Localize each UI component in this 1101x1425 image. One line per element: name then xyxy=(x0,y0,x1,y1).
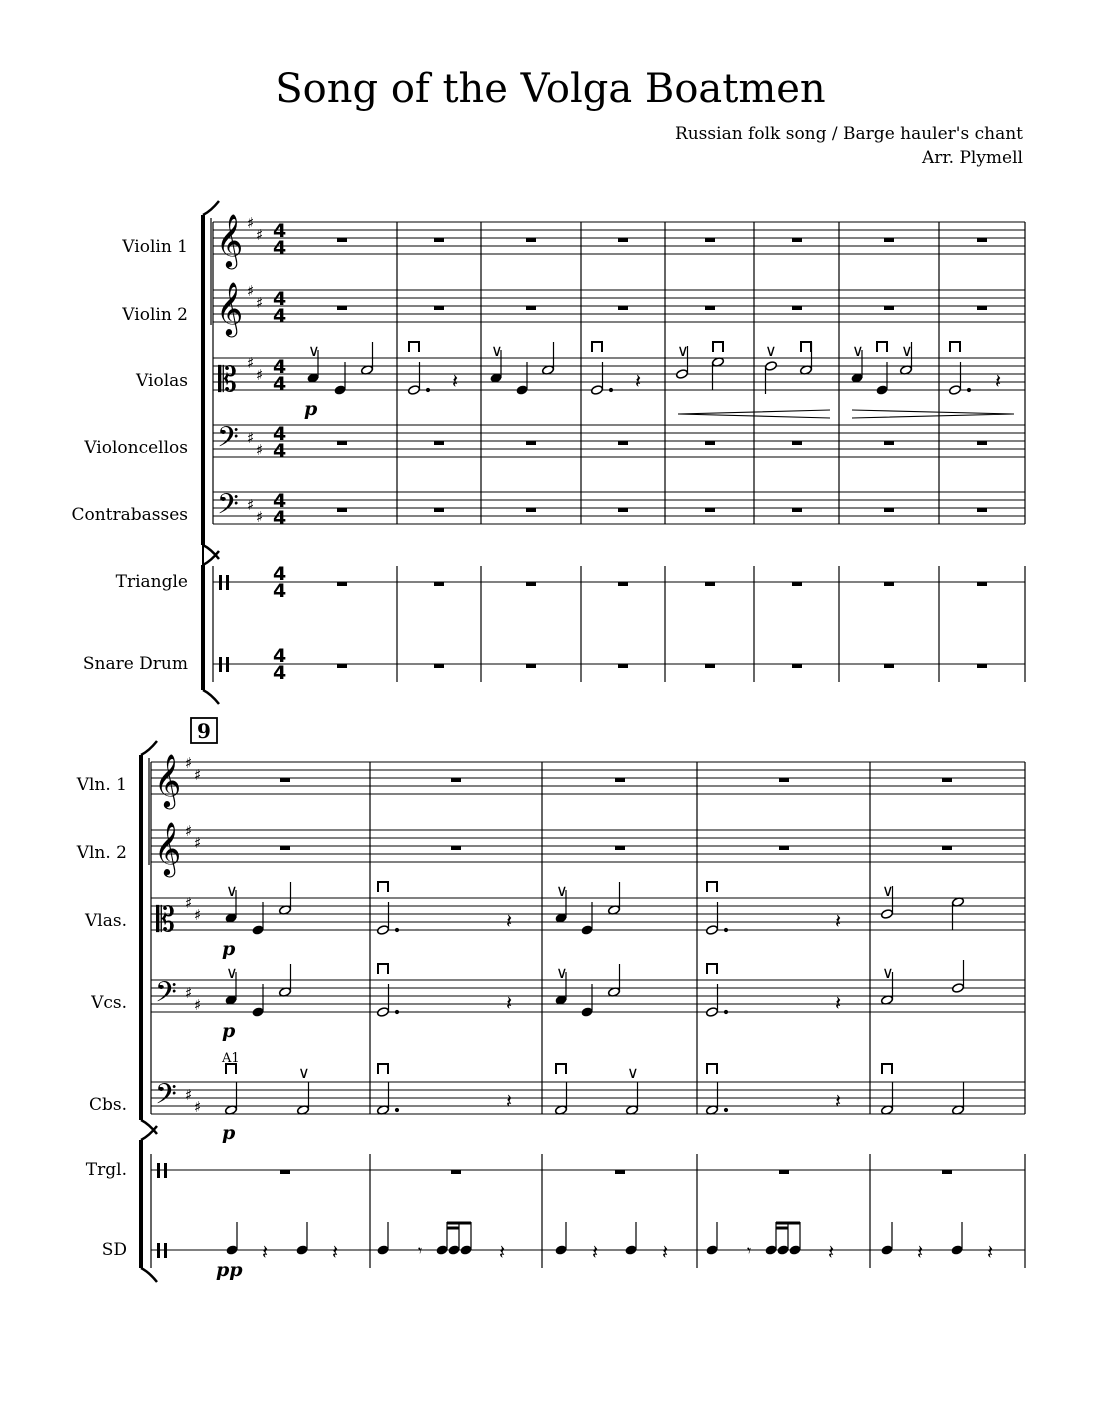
svg-text:♯: ♯ xyxy=(247,429,255,447)
key-signature-sharps xyxy=(185,754,201,1116)
svg-text:4: 4 xyxy=(273,580,287,602)
alto-clef-icon: 𝄡 xyxy=(156,900,175,940)
instrument-name-violin2: Violin 2 xyxy=(122,305,188,325)
svg-text:4: 4 xyxy=(273,440,287,462)
svg-text:∨: ∨ xyxy=(882,963,894,982)
svg-text:𝄾: 𝄾 xyxy=(418,1241,423,1260)
staff-lines-system-2 xyxy=(151,762,1025,1250)
svg-text:♯: ♯ xyxy=(247,214,255,232)
svg-text:∨: ∨ xyxy=(677,341,689,360)
quarter-rests-viola xyxy=(452,369,1001,393)
svg-text:∨: ∨ xyxy=(308,341,320,360)
svg-text:♯: ♯ xyxy=(194,834,202,852)
svg-text:∨: ∨ xyxy=(627,1063,639,1082)
svg-text:4: 4 xyxy=(273,662,287,684)
svg-text:♯: ♯ xyxy=(185,1086,193,1104)
svg-text:♯: ♯ xyxy=(256,441,264,459)
bowing-marks-viola xyxy=(308,341,913,360)
svg-text:♯: ♯ xyxy=(185,894,193,912)
svg-text:∨: ∨ xyxy=(556,963,568,982)
svg-text:𝄽: 𝄽 xyxy=(662,1240,669,1264)
contrabass-line-system-2 xyxy=(225,1082,965,1115)
rehearsal-mark: 9 xyxy=(197,719,211,743)
treble-clef-icon: 𝄞 xyxy=(216,281,244,335)
svg-text:𝄽: 𝄽 xyxy=(592,1240,599,1264)
bass-clef-icon: 𝄢 xyxy=(155,976,177,1016)
svg-text:4: 4 xyxy=(273,563,287,585)
instrument-name-trgl-short: Trgl. xyxy=(85,1160,127,1180)
svg-text:♯: ♯ xyxy=(256,366,264,384)
instrument-name-violoncellos: Violoncellos xyxy=(84,438,188,458)
svg-text:𝄽: 𝄽 xyxy=(835,909,842,933)
svg-text:𝄽: 𝄽 xyxy=(917,1240,924,1264)
svg-text:𝄽: 𝄽 xyxy=(835,991,842,1015)
dynamic-piano: p xyxy=(304,398,318,420)
whole-rests-system-1 xyxy=(337,238,987,668)
svg-text:♯: ♯ xyxy=(185,822,193,840)
svg-text:♯: ♯ xyxy=(247,496,255,514)
alto-clef-icon: 𝄡 xyxy=(218,360,237,400)
svg-text:∨: ∨ xyxy=(882,881,894,900)
arranger: Arr. Plymell xyxy=(921,148,1023,168)
instrument-name-violas: Violas xyxy=(136,371,188,391)
instrument-name-vln1-short: Vln. 1 xyxy=(76,775,127,795)
svg-text:𝄽: 𝄽 xyxy=(506,909,513,933)
svg-text:∨: ∨ xyxy=(298,1063,310,1082)
treble-clef-icon: 𝄞 xyxy=(154,821,182,875)
svg-text:∨: ∨ xyxy=(852,341,864,360)
fingering-a1: A1 xyxy=(222,1051,240,1066)
instrument-name-cbs-short: Cbs. xyxy=(88,1095,127,1115)
svg-text:𝄾: 𝄾 xyxy=(747,1241,752,1260)
svg-text:4: 4 xyxy=(273,507,287,529)
instrument-name-triangle: Triangle xyxy=(115,572,188,592)
score-title: Song of the Volga Boatmen xyxy=(275,66,826,112)
treble-clef-icon: 𝄞 xyxy=(154,753,182,807)
svg-text:♯: ♯ xyxy=(194,1098,202,1116)
instrument-name-violin1: Violin 1 xyxy=(122,237,188,257)
instrument-name-vln2-short: Vln. 2 xyxy=(76,843,127,863)
svg-text:∨: ∨ xyxy=(226,881,238,900)
svg-text:♯: ♯ xyxy=(247,282,255,300)
svg-text:𝄽: 𝄽 xyxy=(499,1240,506,1264)
perc-bracket-bottom-hook xyxy=(141,1268,157,1282)
system-2 xyxy=(141,718,1025,1282)
svg-text:∨: ∨ xyxy=(226,963,238,982)
perc-bracket-bottom-hook xyxy=(203,690,219,704)
svg-text:∨: ∨ xyxy=(556,881,568,900)
svg-text:♯: ♯ xyxy=(194,766,202,784)
treble-clef-icon: 𝄞 xyxy=(216,213,244,267)
svg-text:♯: ♯ xyxy=(194,996,202,1014)
svg-text:𝄽: 𝄽 xyxy=(995,369,1002,393)
instrument-name-sd-short: SD xyxy=(101,1240,127,1260)
cello-melody-system-2 xyxy=(225,960,964,1017)
system-1 xyxy=(203,201,1025,704)
svg-text:♯: ♯ xyxy=(256,508,264,526)
svg-text:4: 4 xyxy=(273,220,287,242)
svg-text:♯: ♯ xyxy=(185,754,193,772)
svg-text:4: 4 xyxy=(273,288,287,310)
svg-text:∨: ∨ xyxy=(901,341,913,360)
svg-text:♯: ♯ xyxy=(185,984,193,1002)
instrument-name-contrabasses: Contrabasses xyxy=(71,505,188,525)
dynamic-piano-cello: p xyxy=(222,1020,236,1042)
svg-text:𝄽: 𝄽 xyxy=(332,1240,339,1264)
svg-text:𝄽: 𝄽 xyxy=(635,369,642,393)
dynamic-pianissimo-snare: pp xyxy=(216,1259,243,1281)
instrument-name-snare-drum: Snare Drum xyxy=(82,654,188,674)
svg-text:∨: ∨ xyxy=(491,341,503,360)
barlines-strings-system-2 xyxy=(151,762,1025,1114)
svg-text:♯: ♯ xyxy=(247,354,255,372)
svg-text:∨: ∨ xyxy=(765,341,777,360)
key-signature-sharps xyxy=(247,214,263,526)
svg-text:♯: ♯ xyxy=(256,226,264,244)
time-signatures xyxy=(273,220,286,684)
svg-text:♯: ♯ xyxy=(194,906,202,924)
svg-text:𝄽: 𝄽 xyxy=(828,1240,835,1264)
svg-text:4: 4 xyxy=(273,356,287,378)
svg-text:𝄽: 𝄽 xyxy=(506,1089,513,1113)
svg-text:4: 4 xyxy=(273,490,287,512)
bass-clef-icon: 𝄢 xyxy=(155,1078,177,1118)
svg-text:𝄽: 𝄽 xyxy=(835,1089,842,1113)
dynamic-piano-viola: p xyxy=(222,938,236,960)
svg-text:𝄽: 𝄽 xyxy=(987,1240,994,1264)
bass-clef-icon: 𝄢 xyxy=(217,421,239,461)
instrument-name-vlas-short: Vlas. xyxy=(85,911,127,931)
svg-text:𝄽: 𝄽 xyxy=(262,1240,269,1264)
svg-text:4: 4 xyxy=(273,237,287,259)
up-bow-marks-system-2 xyxy=(226,881,894,1082)
svg-text:4: 4 xyxy=(273,305,287,327)
svg-text:𝄽: 𝄽 xyxy=(452,369,459,393)
svg-text:𝄽: 𝄽 xyxy=(506,991,513,1015)
instrument-name-vcs-short: Vcs. xyxy=(91,993,127,1013)
subtitle: Russian folk song / Barge hauler's chant xyxy=(674,124,1023,144)
hairpins-system-1 xyxy=(678,410,1014,418)
dynamic-piano-contrabass: p xyxy=(222,1122,236,1144)
bass-clef-icon: 𝄢 xyxy=(217,488,239,528)
svg-text:4: 4 xyxy=(273,373,287,395)
svg-text:4: 4 xyxy=(273,645,287,667)
svg-text:♯: ♯ xyxy=(256,294,264,312)
svg-text:4: 4 xyxy=(273,423,287,445)
viola-melody-system-2 xyxy=(225,882,964,935)
